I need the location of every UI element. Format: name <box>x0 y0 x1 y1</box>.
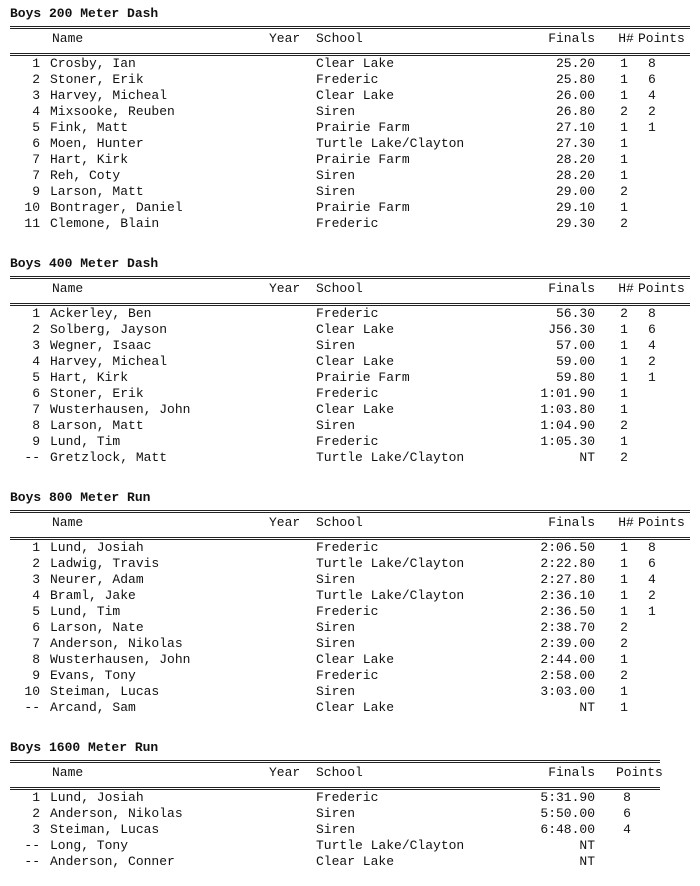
finals-time-cell: 2:44.00 <box>540 652 595 667</box>
place-cell: 7 <box>32 402 40 417</box>
school-cell: Clear Lake <box>316 88 395 103</box>
school-cell: Siren <box>316 636 356 651</box>
heat-cell: 1 <box>620 386 628 401</box>
result-row <box>10 306 690 322</box>
finals-time-cell: 59.00 <box>555 354 595 369</box>
place-cell: 6 <box>32 136 40 151</box>
points-cell: 6 <box>648 556 656 571</box>
athlete-name-cell: Anderson, Nikolas <box>50 636 183 651</box>
result-row <box>10 120 690 136</box>
athlete-name-cell: Fink, Matt <box>50 120 129 135</box>
points-cell: 2 <box>648 588 656 603</box>
place-cell: 3 <box>32 822 40 837</box>
finals-time-cell: 2:06.50 <box>540 540 595 555</box>
school-cell: Siren <box>316 184 356 199</box>
header-name: Name <box>52 281 84 296</box>
place-cell: 1 <box>32 540 40 555</box>
finals-time-cell: NT <box>579 854 595 869</box>
double-rule <box>10 760 660 763</box>
athlete-name-cell: Solberg, Jayson <box>50 322 168 337</box>
school-cell: Frederic <box>316 790 379 805</box>
athlete-name-cell: Ackerley, Ben <box>50 306 152 321</box>
athlete-name-cell: Reh, Coty <box>50 168 121 183</box>
finals-time-cell: 5:50.00 <box>540 806 595 821</box>
result-row <box>10 168 690 184</box>
finals-time-cell: NT <box>579 450 595 465</box>
school-cell: Prairie Farm <box>316 200 410 215</box>
points-cell: 4 <box>623 822 631 837</box>
column-headers <box>10 31 690 49</box>
result-row <box>10 806 690 822</box>
athlete-name-cell: Steiman, Lucas <box>50 822 160 837</box>
heat-cell: 1 <box>620 136 628 151</box>
athlete-name-cell: Crosby, Ian <box>50 56 136 71</box>
heat-cell: 1 <box>620 572 628 587</box>
place-cell: 2 <box>32 72 40 87</box>
school-cell: Clear Lake <box>316 354 395 369</box>
column-headers <box>10 515 690 533</box>
place-cell: 11 <box>24 216 40 231</box>
place-cell: 7 <box>32 636 40 651</box>
results-list <box>10 306 690 466</box>
athlete-name-cell: Lund, Josiah <box>50 790 144 805</box>
athlete-name-cell: Stoner, Erik <box>50 72 144 87</box>
athlete-name-cell: Larson, Nate <box>50 620 144 635</box>
place-cell: -- <box>24 854 40 869</box>
athlete-name-cell: Evans, Tony <box>50 668 136 683</box>
result-row <box>10 104 690 120</box>
finals-time-cell: 26.80 <box>555 104 595 119</box>
athlete-name-cell: Larson, Matt <box>50 184 144 199</box>
athlete-name-cell: Larson, Matt <box>50 418 144 433</box>
place-cell: 5 <box>32 120 40 135</box>
school-cell: Frederic <box>316 386 379 401</box>
place-cell: 2 <box>32 556 40 571</box>
place-cell: 9 <box>32 668 40 683</box>
place-cell: 7 <box>32 168 40 183</box>
finals-time-cell: J56.30 <box>548 322 595 337</box>
school-cell: Siren <box>316 338 356 353</box>
athlete-name-cell: Neurer, Adam <box>50 572 144 587</box>
school-cell: Clear Lake <box>316 652 395 667</box>
finals-time-cell: 59.80 <box>555 370 595 385</box>
column-headers <box>10 765 690 783</box>
place-cell: 4 <box>32 588 40 603</box>
header-year: Year <box>269 31 301 46</box>
school-cell: Siren <box>316 822 356 837</box>
header-heat: H# <box>618 515 634 530</box>
event-400m <box>10 256 690 466</box>
school-cell: Prairie Farm <box>316 370 410 385</box>
results-list <box>10 790 690 870</box>
finals-time-cell: 27.30 <box>555 136 595 151</box>
finals-time-cell: 57.00 <box>555 338 595 353</box>
result-row <box>10 838 690 854</box>
header-points: Points <box>616 765 663 780</box>
result-row <box>10 854 690 870</box>
result-row <box>10 636 690 652</box>
points-cell: 4 <box>648 338 656 353</box>
result-row <box>10 604 690 620</box>
result-row <box>10 434 690 450</box>
points-cell: 1 <box>648 604 656 619</box>
heat-cell: 2 <box>620 104 628 119</box>
result-row <box>10 668 690 684</box>
place-cell: 6 <box>32 620 40 635</box>
finals-time-cell: 1:04.90 <box>540 418 595 433</box>
finals-time-cell: 29.10 <box>555 200 595 215</box>
school-cell: Siren <box>316 620 356 635</box>
athlete-name-cell: Mixsooke, Reuben <box>50 104 175 119</box>
place-cell: 3 <box>32 88 40 103</box>
heat-cell: 2 <box>620 620 628 635</box>
double-rule <box>10 276 690 279</box>
header-year: Year <box>269 765 301 780</box>
school-cell: Siren <box>316 806 356 821</box>
result-row <box>10 572 690 588</box>
place-cell: 5 <box>32 604 40 619</box>
athlete-name-cell: Gretzlock, Matt <box>50 450 168 465</box>
place-cell: 7 <box>32 152 40 167</box>
finals-time-cell: 56.30 <box>555 306 595 321</box>
finals-time-cell: NT <box>579 700 595 715</box>
header-school: School <box>316 765 363 780</box>
place-cell: -- <box>24 450 40 465</box>
result-row <box>10 790 690 806</box>
school-cell: Clear Lake <box>316 854 395 869</box>
result-row <box>10 620 690 636</box>
header-finals: Finals <box>548 281 595 296</box>
school-cell: Siren <box>316 418 356 433</box>
athlete-name-cell: Lund, Tim <box>50 604 121 619</box>
column-headers <box>10 281 690 299</box>
result-row <box>10 322 690 338</box>
school-cell: Turtle Lake/Clayton <box>316 450 465 465</box>
place-cell: 4 <box>32 354 40 369</box>
result-row <box>10 540 690 556</box>
school-cell: Prairie Farm <box>316 152 410 167</box>
place-cell: 1 <box>32 306 40 321</box>
result-row <box>10 822 690 838</box>
school-cell: Siren <box>316 572 356 587</box>
header-heat: H# <box>618 281 634 296</box>
header-year: Year <box>269 515 301 530</box>
results-list <box>10 56 690 232</box>
heat-cell: 2 <box>620 418 628 433</box>
result-row <box>10 588 690 604</box>
header-finals: Finals <box>548 765 595 780</box>
finals-time-cell: 6:48.00 <box>540 822 595 837</box>
heat-cell: 1 <box>620 434 628 449</box>
heat-cell: 1 <box>620 588 628 603</box>
result-row <box>10 556 690 572</box>
heat-cell: 2 <box>620 636 628 651</box>
heat-cell: 1 <box>620 72 628 87</box>
finals-time-cell: 2:27.80 <box>540 572 595 587</box>
points-cell: 2 <box>648 104 656 119</box>
finals-time-cell: 27.10 <box>555 120 595 135</box>
result-row <box>10 200 690 216</box>
school-cell: Turtle Lake/Clayton <box>316 556 465 571</box>
result-row <box>10 184 690 200</box>
athlete-name-cell: Anderson, Conner <box>50 854 175 869</box>
result-row <box>10 450 690 466</box>
athlete-name-cell: Arcand, Sam <box>50 700 136 715</box>
heat-cell: 1 <box>620 322 628 337</box>
finals-time-cell: NT <box>579 838 595 853</box>
points-cell: 1 <box>648 120 656 135</box>
event-800m <box>10 490 690 716</box>
place-cell: 10 <box>24 200 40 215</box>
points-cell: 8 <box>648 540 656 555</box>
result-row <box>10 354 690 370</box>
school-cell: Siren <box>316 168 356 183</box>
header-points: Points <box>638 515 685 530</box>
finals-time-cell: 2:22.80 <box>540 556 595 571</box>
event-200m <box>10 6 690 232</box>
athlete-name-cell: Ladwig, Travis <box>50 556 160 571</box>
header-school: School <box>316 281 363 296</box>
points-cell: 8 <box>648 306 656 321</box>
athlete-name-cell: Bontrager, Daniel <box>50 200 183 215</box>
header-school: School <box>316 515 363 530</box>
finals-time-cell: 29.30 <box>555 216 595 231</box>
heat-cell: 2 <box>620 668 628 683</box>
school-cell: Frederic <box>316 434 379 449</box>
athlete-name-cell: Long, Tony <box>50 838 129 853</box>
heat-cell: 1 <box>620 56 628 71</box>
finals-time-cell: 28.20 <box>555 152 595 167</box>
place-cell: 5 <box>32 370 40 385</box>
athlete-name-cell: Braml, Jake <box>50 588 136 603</box>
heat-cell: 1 <box>620 168 628 183</box>
result-row <box>10 700 690 716</box>
finals-time-cell: 2:38.70 <box>540 620 595 635</box>
school-cell: Frederic <box>316 668 379 683</box>
finals-time-cell: 5:31.90 <box>540 790 595 805</box>
results-list <box>10 540 690 716</box>
finals-time-cell: 25.80 <box>555 72 595 87</box>
finals-time-cell: 28.20 <box>555 168 595 183</box>
heat-cell: 1 <box>620 540 628 555</box>
athlete-name-cell: Moen, Hunter <box>50 136 144 151</box>
school-cell: Clear Lake <box>316 402 395 417</box>
result-row <box>10 338 690 354</box>
event-title: Boys 800 Meter Run <box>10 490 151 505</box>
heat-cell: 2 <box>620 184 628 199</box>
double-rule <box>10 510 690 513</box>
place-cell: -- <box>24 838 40 853</box>
finals-time-cell: 2:36.50 <box>540 604 595 619</box>
points-cell: 6 <box>648 72 656 87</box>
heat-cell: 1 <box>620 120 628 135</box>
result-row <box>10 72 690 88</box>
points-cell: 6 <box>623 806 631 821</box>
event-title: Boys 1600 Meter Run <box>10 740 159 755</box>
result-row <box>10 386 690 402</box>
result-row <box>10 684 690 700</box>
points-cell: 4 <box>648 88 656 103</box>
athlete-name-cell: Lund, Tim <box>50 434 121 449</box>
place-cell: 3 <box>32 572 40 587</box>
header-points: Points <box>638 31 685 46</box>
heat-cell: 1 <box>620 604 628 619</box>
header-year: Year <box>269 281 301 296</box>
athlete-name-cell: Steiman, Lucas <box>50 684 160 699</box>
school-cell: Frederic <box>316 540 379 555</box>
heat-cell: 1 <box>620 556 628 571</box>
header-points: Points <box>638 281 685 296</box>
place-cell: 8 <box>32 418 40 433</box>
points-cell: 8 <box>648 56 656 71</box>
place-cell: 8 <box>32 652 40 667</box>
result-row <box>10 370 690 386</box>
athlete-name-cell: Hart, Kirk <box>50 370 129 385</box>
heat-cell: 1 <box>620 370 628 385</box>
place-cell: 9 <box>32 434 40 449</box>
finals-time-cell: 29.00 <box>555 184 595 199</box>
header-school: School <box>316 31 363 46</box>
double-rule <box>10 26 690 29</box>
header-finals: Finals <box>548 515 595 530</box>
athlete-name-cell: Harvey, Micheal <box>50 354 168 369</box>
athlete-name-cell: Anderson, Nikolas <box>50 806 183 821</box>
place-cell: 4 <box>32 104 40 119</box>
athlete-name-cell: Wusterhausen, John <box>50 402 191 417</box>
finals-time-cell: 25.20 <box>555 56 595 71</box>
athlete-name-cell: Harvey, Micheal <box>50 88 168 103</box>
finals-time-cell: 2:39.00 <box>540 636 595 651</box>
heat-cell: 1 <box>620 684 628 699</box>
place-cell: -- <box>24 700 40 715</box>
place-cell: 2 <box>32 806 40 821</box>
finals-time-cell: 1:01.90 <box>540 386 595 401</box>
school-cell: Siren <box>316 104 356 119</box>
school-cell: Clear Lake <box>316 700 395 715</box>
event-1600m <box>10 740 690 870</box>
heat-cell: 1 <box>620 402 628 417</box>
result-row <box>10 216 690 232</box>
finals-time-cell: 1:03.80 <box>540 402 595 417</box>
place-cell: 9 <box>32 184 40 199</box>
finals-time-cell: 2:36.10 <box>540 588 595 603</box>
place-cell: 2 <box>32 322 40 337</box>
finals-time-cell: 2:58.00 <box>540 668 595 683</box>
header-name: Name <box>52 31 84 46</box>
place-cell: 1 <box>32 56 40 71</box>
heat-cell: 1 <box>620 338 628 353</box>
athlete-name-cell: Hart, Kirk <box>50 152 129 167</box>
school-cell: Siren <box>316 684 356 699</box>
athlete-name-cell: Stoner, Erik <box>50 386 144 401</box>
result-row <box>10 56 690 72</box>
heat-cell: 1 <box>620 354 628 369</box>
athlete-name-cell: Wusterhausen, John <box>50 652 191 667</box>
header-finals: Finals <box>548 31 595 46</box>
points-cell: 6 <box>648 322 656 337</box>
school-cell: Prairie Farm <box>316 120 410 135</box>
heat-cell: 1 <box>620 152 628 167</box>
place-cell: 1 <box>32 790 40 805</box>
finals-time-cell: 1:05.30 <box>540 434 595 449</box>
event-title: Boys 400 Meter Dash <box>10 256 159 271</box>
result-row <box>10 152 690 168</box>
heat-cell: 1 <box>620 200 628 215</box>
school-cell: Frederic <box>316 216 379 231</box>
header-heat: H# <box>618 31 634 46</box>
header-name: Name <box>52 765 84 780</box>
points-cell: 4 <box>648 572 656 587</box>
athlete-name-cell: Lund, Josiah <box>50 540 144 555</box>
result-row <box>10 88 690 104</box>
points-cell: 1 <box>648 370 656 385</box>
school-cell: Clear Lake <box>316 56 395 71</box>
school-cell: Clear Lake <box>316 322 395 337</box>
place-cell: 10 <box>24 684 40 699</box>
athlete-name-cell: Wegner, Isaac <box>50 338 152 353</box>
heat-cell: 1 <box>620 700 628 715</box>
points-cell: 8 <box>623 790 631 805</box>
heat-cell: 2 <box>620 450 628 465</box>
finals-time-cell: 3:03.00 <box>540 684 595 699</box>
points-cell: 2 <box>648 354 656 369</box>
event-title: Boys 200 Meter Dash <box>10 6 159 21</box>
result-row <box>10 418 690 434</box>
result-row <box>10 402 690 418</box>
result-row <box>10 136 690 152</box>
place-cell: 6 <box>32 386 40 401</box>
heat-cell: 1 <box>620 88 628 103</box>
result-row <box>10 652 690 668</box>
place-cell: 3 <box>32 338 40 353</box>
school-cell: Frederic <box>316 306 379 321</box>
school-cell: Turtle Lake/Clayton <box>316 588 465 603</box>
school-cell: Turtle Lake/Clayton <box>316 838 465 853</box>
header-name: Name <box>52 515 84 530</box>
heat-cell: 2 <box>620 306 628 321</box>
finals-time-cell: 26.00 <box>555 88 595 103</box>
athlete-name-cell: Clemone, Blain <box>50 216 160 231</box>
school-cell: Frederic <box>316 604 379 619</box>
school-cell: Turtle Lake/Clayton <box>316 136 465 151</box>
school-cell: Frederic <box>316 72 379 87</box>
heat-cell: 2 <box>620 216 628 231</box>
heat-cell: 1 <box>620 652 628 667</box>
